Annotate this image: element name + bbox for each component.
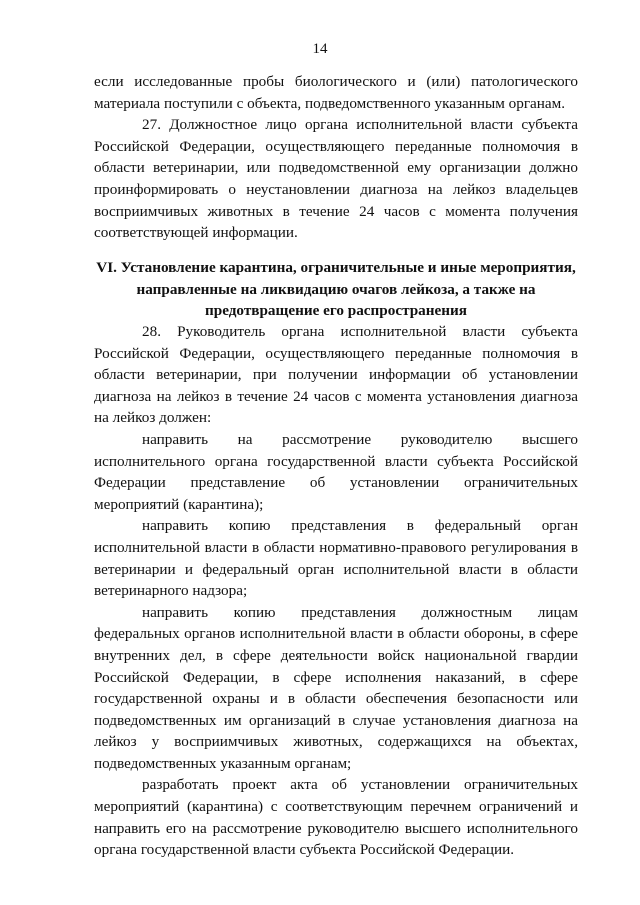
paragraph-27: 27. Должностное лицо органа исполнительной власти субъекта Российской Федерации, осуществляющего переданные полномочия в области ветеринарии, или подведомственной ему организации должно проинформировать о неустановлении диагноза на лейкоз владельцев восприимчивых животных в течение 24 часов с момента получения соответствующей информации. — [94, 116, 578, 242]
top-text-block — [94, 71, 578, 244]
list-item-send-copy-officials: направить копию представления должностным лицам федеральных органов исполнительной власти в области обороны, в сфере внутренних дел, в сфере деятельности войск национальной гвардии Российской Федерации, в сфере исполнения наказаний, в сфере государственной охраны и в области обеспечения безопасности или подведомственных им организаций в случае установления диагноза на лейкоз у восприимчивых животных, содержащихся на объектах, подведомственных указанным органам; — [94, 603, 578, 772]
list-item-send-representation: направить на рассмотрение руководителю высшего исполнительного органа государственной власти субъекта Российской Федерации представление об установлении ограничительных мероприятий (карантина); — [94, 430, 578, 513]
section-heading: VI. Установление карантина, ограничительные и иные мероприятия, направленные на ликвидацию очагов лейкоза, а также на предотвращение его распространения — [96, 259, 576, 319]
list-item-send-copy-federal: направить копию представления в федеральный орган исполнительной власти в области нормативно-правового регулирования в ветеринарии и федеральный орган исполнительной власти в области ветеринарного надзора; — [94, 517, 578, 600]
page-number: 14 — [312, 41, 328, 57]
continuation-paragraph: если исследованные пробы биологического и (или) патологического материала поступили с объекта, подведомственного указанным органам. — [94, 73, 578, 112]
list-item-draft-act: разработать проект акта об установлении ограничительных мероприятий (карантина) с соответствующим перечнем ограничений и направить его на рассмотрение руководителю высшего исполнительного органа государственной власти субъекта Российской Федерации. — [94, 776, 578, 859]
paragraph-28: 28. Руководитель органа исполнительной власти субъекта Российской Федерации, осуществляющего переданные полномочия в области ветеринарии, при получении информации об установлении диагноза на лейкоз в течение 24 часов с момента установления диагноза на лейкоз должен: — [94, 323, 578, 427]
section-body — [94, 321, 578, 861]
